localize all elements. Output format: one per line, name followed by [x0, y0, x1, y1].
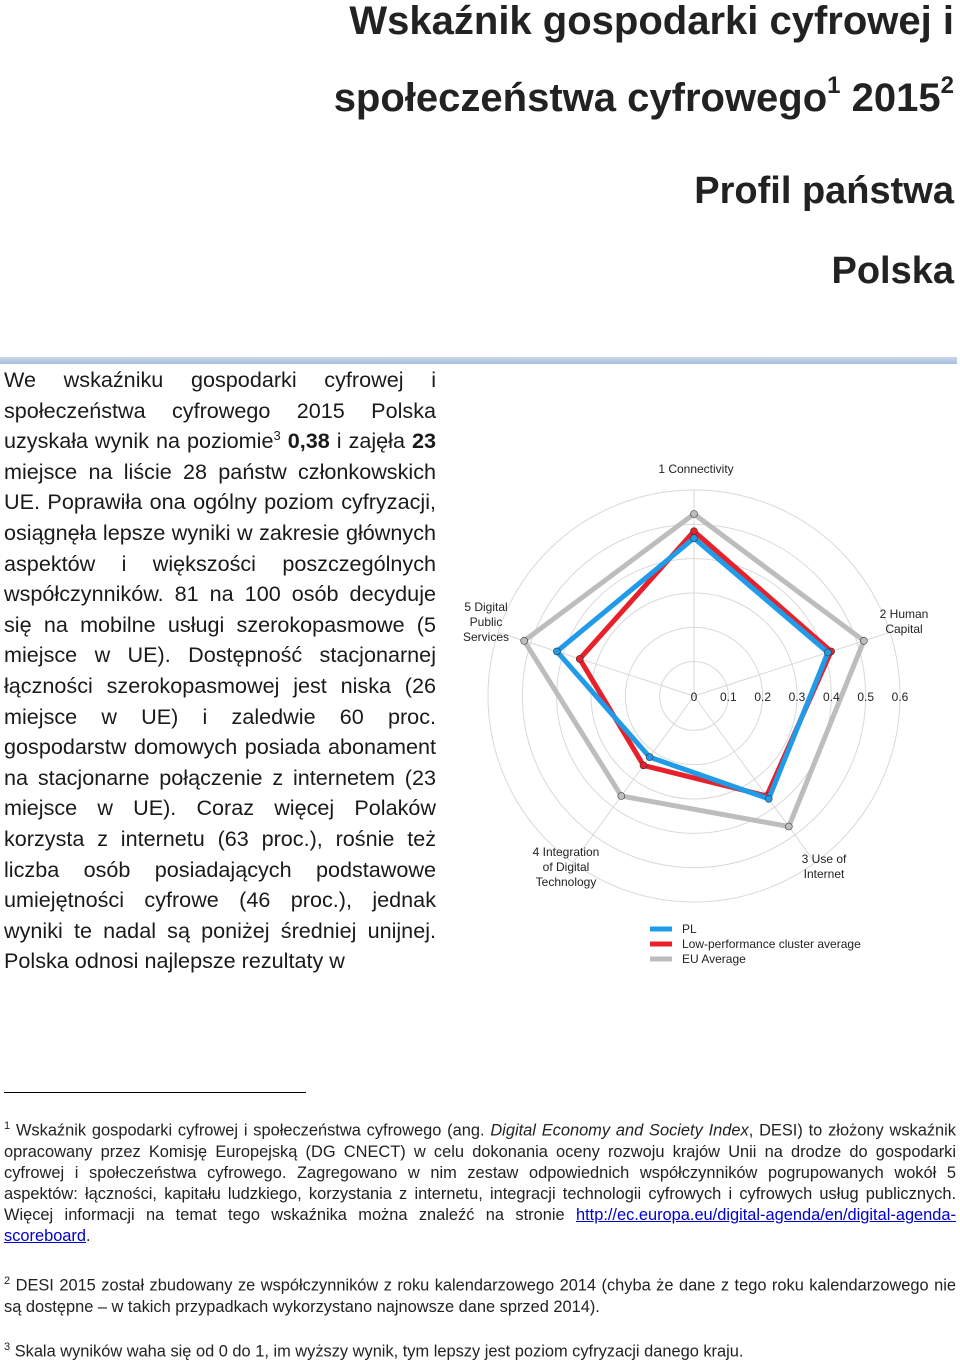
tick-label: 0.1: [719, 690, 737, 704]
tick-label: 0.5: [857, 690, 875, 704]
data-point: [691, 535, 698, 542]
axis-spoke: [573, 696, 694, 863]
data-point: [553, 648, 560, 655]
data-point: [576, 655, 583, 662]
footnote-1-text-a: Wskaźnik gospodarki cyfrowej i społeczeństwa cyfrowego (ang.: [15, 1121, 485, 1140]
axis-label: [533, 845, 600, 889]
overall-score: 0,38: [287, 428, 330, 454]
footnote-3: [4, 1337, 956, 1363]
overall-rank: 23: [412, 428, 437, 454]
axis-label-line: Capital: [885, 622, 923, 636]
title-text: społeczeństwa cyfrowego: [333, 76, 828, 120]
footnote-2: [4, 1271, 956, 1318]
tick-label: 0.6: [891, 690, 909, 704]
footnote-1-number: 1: [4, 1120, 11, 1132]
footnote-1-italic: Digital Economy and Society Index: [490, 1121, 749, 1140]
data-point: [640, 762, 647, 769]
axis-label-line: Public: [469, 615, 503, 629]
footnote-1: [4, 1116, 956, 1248]
data-point: [521, 637, 528, 644]
footnote-1-end: .: [86, 1227, 91, 1246]
desi-link[interactable]: http://ec.europa.eu/digital-agenda/en/digital-agenda-scoreboard: [4, 1206, 956, 1246]
data-point: [691, 528, 698, 535]
tick-label: 0.4: [822, 690, 840, 704]
summary-text-3: miejsce na liście 28 państw członkowskich UE. Poprawiła ona ogólny poziom cyfryzacji, osiągnęła lepsze wyniki w zakresie głównych aspektów i większości poszczególnych współczynników. 81 na 100 osób decyduje się na mobilne usługi szerokopasmowe (5 miejsce w UE). Dostępność stacjonarnej łączności szerokopasmowej jest niska (26 miejsce w UE) i zaledwie 60 proc. gospodarstw domowych posiada abonament na stacjonarne połączenie z internetem (23 miejsce w UE). Coraz więcej Polaków korzysta z internetu (63 proc.), rośnie też liczba osób posiadających podstawowe umiejętności cyfrowe (46 proc.), jednak wyniki te nadal są poniżej średniej unijnej. Polska odnosi najlepsze rezultaty w: [4, 458, 436, 974]
tick-label: 0.3: [788, 690, 806, 704]
legend-label: Low-performance cluster average: [682, 937, 861, 951]
footnote-2-number: 2: [4, 1275, 11, 1287]
axis-label: [463, 600, 509, 644]
footnote-ref-2[interactable]: 2: [940, 72, 954, 99]
data-point: [691, 511, 698, 518]
title-line-2: [334, 74, 954, 118]
subtitle: Profil państwa: [694, 170, 954, 212]
tick-label: 0.2: [754, 690, 772, 704]
axis-label: [658, 462, 733, 476]
data-point: [765, 795, 772, 802]
axis-label-line: Internet: [803, 867, 845, 881]
axis-label-line: 1 Connectivity: [658, 462, 734, 476]
data-point: [646, 754, 653, 761]
summary-text-2: i zajęła: [336, 428, 405, 454]
data-point: [824, 649, 831, 656]
axis-label-line: 3 Use of: [801, 852, 847, 866]
legend-label: EU Average: [682, 952, 746, 966]
axis-label-line: 4 Integration: [532, 845, 600, 859]
footnote-ref-3[interactable]: 3: [273, 428, 281, 443]
footnote-2-text: DESI 2015 został zbudowany ze współczynników z roku kalendarzowego 2014 (chyba że dane z tego roku kalendarzowego nie są dostępne – w takich przypadkach wykorzystano najnowsze dane sprzed 2014).: [4, 1276, 956, 1316]
footnote-3-text: Skala wyników waha się od 0 do 1, im wyższy wynik, tym lepszy jest poziom cyfryzacji danego kraju.: [14, 1342, 744, 1361]
radar-chart: [458, 455, 958, 975]
title-line-1: Wskaźnik gospodarki cyfrowej i: [349, 0, 954, 43]
data-point: [785, 823, 792, 830]
axis-label-line: 5 Digital: [464, 600, 508, 614]
title-year: 2015: [851, 76, 941, 120]
footnote-1-text-b: , DESI) to złożony wskaźnik opracowany przez Komisję Europejską (DG CNECT) w celu dokonania oceny rozwoju krajów Unii na drodze do gospodarki cyfrowej i społeczeństwa cyfrowego. Zagregowano w nim zestaw odpowiednich współczynników pogrupowanych wokół 5 aspektów: łączności, kapitału ludzkiego, korzystania z internetu, integracji technologii cyfrowych i cyfrowych usług publicznych. Więcej informacji na temat tego wskaźnika można znaleźć na stronie: [4, 1121, 956, 1225]
header-divider: [0, 357, 957, 364]
legend-label: PL: [682, 922, 697, 936]
country-name: Polska: [831, 250, 954, 292]
summary-text-1: We wskaźniku gospodarki cyfrowej i społeczeństwa cyfrowego 2015 Polska uzyskała wynik na poziomie: [4, 367, 436, 454]
data-point: [618, 793, 625, 800]
data-point: [860, 637, 867, 644]
axis-label-line: Services: [462, 630, 510, 644]
footnote-divider: [4, 1092, 306, 1093]
axis-label-line: Technology: [535, 875, 597, 889]
footnote-ref-1[interactable]: 1: [827, 72, 841, 99]
axis-label-line: 2 Human: [879, 607, 929, 621]
axis-label-line: of Digital: [542, 860, 590, 874]
summary-paragraph: [4, 365, 436, 977]
footnote-3-number: 3: [4, 1341, 11, 1353]
axis-label: [802, 852, 847, 881]
tick-label: 0: [690, 690, 698, 704]
axis-label: [880, 607, 929, 636]
